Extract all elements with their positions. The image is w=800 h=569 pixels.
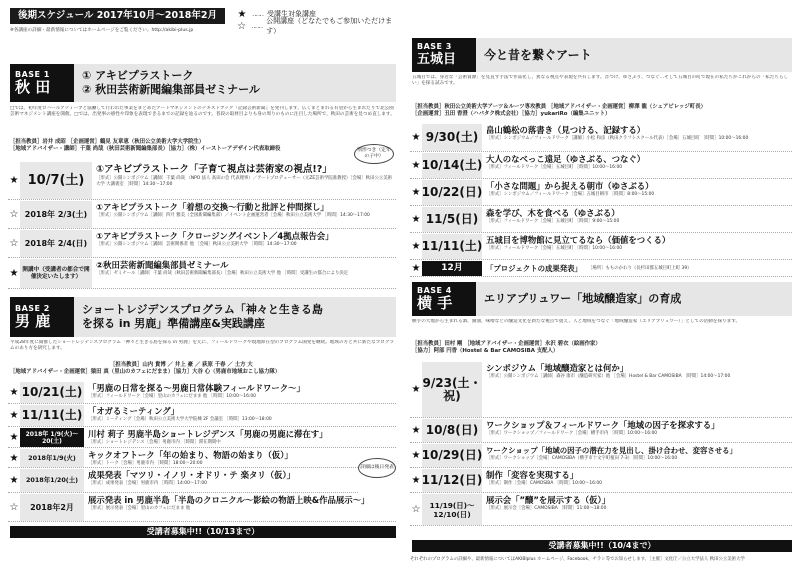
event-date: 10/29(日) xyxy=(422,444,482,467)
outline-star-icon: ☆ xyxy=(9,238,19,249)
base-title xyxy=(74,64,396,102)
event-row xyxy=(8,230,396,258)
event-row xyxy=(410,180,792,206)
event-title: 「プロジェクトの成果発表」 xyxy=(486,264,582,273)
event-row xyxy=(410,362,792,418)
event-row xyxy=(8,259,396,289)
event-title: シンポジウム「地域醸造家とは何か」 xyxy=(486,363,629,373)
filled-star-icon: ★ xyxy=(9,268,19,279)
base-label xyxy=(412,282,476,316)
event-title: キックオフトーク「年の始まり、物語の始まり（仮）」 xyxy=(88,450,293,460)
event-detail: ［形式］公開シンポジウム［講師］千葉 尚哉 （NPO 法人 高田の会 代表理事）／アートプロデューサー（元ZE芸術学院准教授）［会場］秋田公立美術大学 大講義室 ［時間］14:30〜17:00 xyxy=(96,176,393,187)
event-row xyxy=(410,444,792,468)
base-title-line: 今と昔を繋ぐアート xyxy=(484,48,592,62)
legend xyxy=(236,8,396,35)
event-date: 9/23(土・祝) xyxy=(422,362,482,417)
base-number: BASE 2 xyxy=(15,304,50,313)
base-title-line: ② 秋田芸術新聞編集部員ゼミナール xyxy=(82,83,260,96)
staff-line: ［地域アドバイザー・講師］千葉 尚哉（秋田芸術新聞編集部長）［協力］（株）イーストーアデザイン代表取締役 xyxy=(10,146,281,153)
event-title: 大人のなべっこ遠足（ゆさぶる、つなぐ） xyxy=(486,154,646,164)
event-row xyxy=(8,405,396,427)
legend-label: 公開講座（どなたでもご参加いただけます） xyxy=(266,17,393,35)
filled-star-icon: ★ xyxy=(9,410,19,421)
filled-star-icon: ★ xyxy=(9,432,19,443)
event-date: 2018年1/9(火) xyxy=(20,449,84,467)
event-date: 2018年2月 xyxy=(20,494,84,521)
recruit-banner: 受講者募集中!!（10/4まで） xyxy=(412,540,792,552)
base-number: BASE 1 xyxy=(15,70,50,79)
event-title: ①アキビプラストーク「子育て視点は芸術家の視点!?」 xyxy=(96,164,332,175)
event-detail: ［場所］もものかわり（長杉田郡五城目町上町 39） xyxy=(587,265,692,271)
event-row xyxy=(8,494,396,522)
event-title: 「オガるミーティング」 xyxy=(88,406,180,416)
base3-intro: 五城目では、身近な「芸術資源」を見直す手法で作品化し、異なる視点や表現を共有します。昔つけ、ゆさぶり、つなぐ…そして五城目の町で現在の私たちがこれからの「私たちらしい」を探る試みです。 xyxy=(412,75,789,87)
event-detail: ［形式］展示会［会場］CAMOSIBA ［時間］11:00〜18:00 xyxy=(486,506,607,511)
event-detail: ［形式］成果発表［会場］男鹿市内 ［時間］14:00〜17:00 xyxy=(88,481,207,486)
base-title-line: ① アキビプラストーク xyxy=(82,69,194,82)
staff-line: ［企画運営］丑田 香澄（ハバタク株式会社）［協力］yukariRo（編集ユニット） xyxy=(412,111,611,118)
event-row xyxy=(8,382,396,404)
event-date: 11/12(日) xyxy=(422,469,482,492)
event-date: 10/8(日) xyxy=(422,419,482,442)
event-detail: ［形式］シンポジウム／フィールドワーク［講師］小松 和彦（秋田クラフトスクール代表）［会場］五城目町 ［時間］10:00〜16:00 xyxy=(486,136,749,141)
filled-star-icon: ★ xyxy=(411,132,421,143)
event-date: 開講中（受講者の都合で開催決定いたします） xyxy=(20,259,92,288)
base4-staff xyxy=(412,341,792,355)
event-detail: ［形式］公開シンポジウム［講師］森谷 康市（醸造研究家）他 ［会場］Hostel & Bar CAMOSIBA ［時間］14:00〜17:00 xyxy=(486,374,731,379)
filled-star-icon: ★ xyxy=(411,425,421,436)
base3-staff xyxy=(412,104,792,118)
event-row xyxy=(8,201,396,229)
event-date: 10/7(土) xyxy=(20,162,92,199)
event-title: ワークショップ＆フィールドワーク「地域の因子を探求する」 xyxy=(486,420,720,430)
filled-star-icon: ★ xyxy=(9,387,19,398)
event-date: 2018年 1/9(火)〜20(土) xyxy=(20,428,84,447)
footer-note: それぞれのプログラムの詳細や、最新情報についてはAKIBIplus ホームページ、Facebook、チラシ等でお知らせします。［主催］文化庁／公立大学法人 秋田公立美術大学 xyxy=(410,557,745,562)
event-title: 森を学び、木を食べる（ゆさぶる） xyxy=(486,208,620,218)
event-title: 「男鹿の日常を探る～男鹿日常体験フィールドワーク～」 xyxy=(88,383,305,393)
event-detail: ［形式］トーク［会場］男鹿市内 ［時間］18:00〜20:00 xyxy=(88,461,203,466)
event-detail: ［形式］公開シンポジウム［講師］四月 雅美（全国新聞編集部）／イベント企画運営者［会場］秋田公立美術大学 ［時間］14:30〜17:00 xyxy=(96,213,370,218)
base-label xyxy=(10,64,74,102)
event-title: ワークショップ「地域の因子の潜在力を見出し、掛け合わせ、変容させる」 xyxy=(486,446,737,455)
filled-star-icon: ★ xyxy=(411,450,421,461)
legend-row: ☆ ‥‥‥ 公開講座（どなたでもご参加いただけます） xyxy=(236,20,396,32)
filled-star-icon: ★ xyxy=(9,452,19,464)
event-title: ①アキビプラストーク「着想の交換～行動と批評と仲間探し」 xyxy=(96,202,329,212)
event-detail: ［形式］フィールドワーク［会場］五城目町 ［時間］10:00〜16:00 xyxy=(486,246,623,251)
event-detail: ［形式］シンポジウム／フィールドワーク［会場］五城目朝市 ［時間］8:00〜15:00 xyxy=(486,192,655,197)
event-date: 11/5(日) xyxy=(422,207,482,232)
filled-star-icon: ★ xyxy=(411,187,421,198)
event-detail: ［形式］フィールドワーク［会場］里山のカフェにだまま 他 ［時間］10:00〜16:00 xyxy=(88,394,256,399)
base-title-line: ショートレジデンスプログラム「神々と生きる島 xyxy=(82,303,323,316)
base-name: 秋 田 xyxy=(15,78,51,96)
base-title-line: エリアプリュワー「地域醸造家」の育成 xyxy=(484,292,682,305)
filled-star-icon: ★ xyxy=(411,263,421,274)
event-detail: ［形式］展示発表［会場］里山のカフェにだまま 他 xyxy=(88,506,191,511)
event-row xyxy=(410,261,792,277)
event-detail: ［形式］ミーティング［会場］秋田公立美術大学大学院棟 2F 会議室 ［時間］13:00〜18:00 xyxy=(88,417,272,422)
event-row xyxy=(410,153,792,179)
staff-line: ［担当教員］岩井 成昭 ［企画運営］鶴見 友章恵（秋田公立美術大学大学院生） xyxy=(10,139,205,145)
base-name: 五城目 xyxy=(417,52,457,67)
outline-star-icon: ☆ xyxy=(9,209,19,220)
base-number: BASE 4 xyxy=(417,286,452,295)
staff-line: ［地域アドバイザー・企画運営］猿田 真（里山のカフェにだまま）［協力］大谷 心（男鹿市地域おこし協力隊） xyxy=(10,369,281,376)
event-date: 12月 xyxy=(422,261,482,276)
base-number: BASE 3 xyxy=(417,42,452,51)
base2-intro: 平成28年度に開催したショートレジデンスプログラム「神々と生きる島を探る in 男鹿」を元に、フィールドワークや現地滞在型のプログラム開発を継続。地域の方と共に新たなプログラムのあり方を研究します。 xyxy=(10,340,395,352)
outline-star-icon: ☆ xyxy=(411,504,421,515)
event-title: 展示発表 in 男鹿半島「半島のクロニクル～影絵の物語上映&作品展示～」 xyxy=(88,495,370,505)
base1-staff xyxy=(10,139,340,153)
base2-staff xyxy=(10,362,396,376)
base-label xyxy=(412,38,476,72)
event-title: ①アキビプラストーク「クロージングイベント／4拠点報告会」 xyxy=(96,231,334,241)
base1-intro: □では、初年度ロハールアティーブと協働して行われた事業をまとめたアートマネジメントのテキストブック『記録芸術新聞』を発刊します。広くまとまれる有望から生まれたりで北公園芸術マネジメント講座を開催。□では、出発事の感性や印象を表現できるまでの記録を辿るのです。普段の取材目よりも身の周りのものに注目した場所で、秋田の芸術を見つめ直します。 xyxy=(10,106,395,118)
base-label xyxy=(10,297,74,337)
event-date: 11/19(日)〜12/10(日) xyxy=(422,494,482,525)
event-detail: ［形式］フィールドワーク［会場］五城目町 ［時間］10:00〜16:00 xyxy=(486,165,623,170)
event-date: 9/30(土) xyxy=(422,124,482,151)
legend-label: 受講生対象講座 xyxy=(267,10,317,18)
event-title: 「小さな問題」から捉える朝市（ゆさぶる） xyxy=(486,181,654,191)
event-detail: ［形式］ワークショップ［会場］CAMOSIBA（横手市十文字町植田 7-3）［時間］10:00〜16:00 xyxy=(486,456,678,461)
event-date: 2018年 2/3(土) xyxy=(20,201,92,228)
badge: 別形つき（定年の子中） xyxy=(354,144,394,164)
base3-header xyxy=(412,38,792,72)
base-title xyxy=(74,297,396,337)
filled-star-icon: ★ xyxy=(411,241,421,252)
event-date: 2018年 2/4(日) xyxy=(20,230,92,257)
event-title: 制作「変容を実現する」 xyxy=(486,470,579,480)
event-row xyxy=(410,419,792,443)
base-title-line: を探る in 男鹿」準備講座&実践講座 xyxy=(82,317,265,330)
event-row xyxy=(8,162,396,200)
event-date: 10/14(土) xyxy=(422,153,482,178)
base4-intro: 横手の大地から生まれる酒、醤油、味噌などの醸造文化を新たな視点で捉え、人と地域をつなぐ「地域醸造家（エリアプリュワー）」としての活動を探ります。 xyxy=(412,319,741,324)
filled-star-icon: ★ xyxy=(237,8,247,20)
schedule-title: 後期スケジュール 2017年10月〜2018年2月 xyxy=(10,8,225,24)
filled-star-icon: ★ xyxy=(411,214,421,225)
event-detail: ［形式］制作［会場］CAMOSIBA ［時間］10:00〜16:00 xyxy=(486,481,602,486)
event-title: 成果発表「マツリ・イノリ・オドリ・テ 楽タリ（仮）」 xyxy=(88,470,296,480)
event-date: 10/22(日) xyxy=(422,180,482,205)
base4-header xyxy=(412,282,792,316)
event-row xyxy=(410,234,792,260)
event-row xyxy=(410,124,792,152)
filled-star-icon: ★ xyxy=(411,160,421,171)
event-date: 11/11(土) xyxy=(20,405,84,426)
event-title: 畠山鶴松の落書き（見つける、記録する） xyxy=(486,125,646,135)
outline-star-icon: ☆ xyxy=(9,502,19,513)
event-detail: ［形式］フィールドワーク［会場］五城目町 ［時間］9:00〜15:00 xyxy=(486,219,620,224)
event-date: 11/11(土) xyxy=(422,234,482,259)
event-row xyxy=(410,469,792,493)
filled-star-icon: ★ xyxy=(411,384,421,395)
event-row xyxy=(8,469,358,493)
recruit-banner: 受講者募集中!!（10/13まで） xyxy=(10,526,396,538)
staff-line: ［協力］阿部 円香（Hostel & Bar CAMOSIBA 支配人） xyxy=(412,348,559,355)
event-title: 展示会「”醸”を展示する（仮）」 xyxy=(486,495,611,505)
base1-header xyxy=(10,64,396,102)
event-row xyxy=(410,494,792,526)
base2-header xyxy=(10,297,396,337)
event-row xyxy=(410,207,792,233)
base-title xyxy=(476,282,792,316)
event-date: 2018年1/20(土) xyxy=(20,469,84,492)
filled-star-icon: ★ xyxy=(9,175,19,186)
staff-line: ［担当教員］田村 剛 ［地域アドバイザー・企画運営］永沢 碧衣（絵画作家） xyxy=(412,341,601,347)
event-row xyxy=(8,449,358,468)
event-detail: ［形式］公開シンポジウム［講師］芸術関係者 他 ［会場］秋田公立美術大学 ［時間］14:30〜17:00 xyxy=(96,242,297,247)
filled-star-icon: ★ xyxy=(411,475,421,486)
event-detail: ［形式］ショートレジデンス［会場］男鹿市内 ［時間］滞在期間中 xyxy=(88,440,221,445)
filled-star-icon: ★ xyxy=(9,475,19,486)
event-date: 10/21(土) xyxy=(20,382,84,403)
event-row xyxy=(8,428,396,448)
event-detail: ［形式］ゼミナール［講師］千葉 尚哉（秋田芸術新聞編集部長）［会場］秋田公立美術大学 他 ［時間］受講生の都合により決定 xyxy=(96,271,349,276)
event-detail: ［形式］ワークショップ／フィールドワーク［会場］横手市内 ［時間］10:00〜16:00 xyxy=(486,431,658,436)
event-title: 五城目を博物館に見立てるなら（価値をつくる） xyxy=(486,235,671,245)
base-title xyxy=(476,38,792,72)
event-title: ②秋田芸術新聞編集部員ゼミナール xyxy=(96,260,229,270)
staff-line: ［担当教員］山内 貴博 ／ 井上 豪 ／ 荻原 千春 ／ 土方 大 xyxy=(110,362,253,368)
base-name: 横 手 xyxy=(417,294,453,312)
schedule-note: ※各講座の詳細・最新情報についてはホームページをご覧ください。http://akibi-plus.jp xyxy=(10,28,194,33)
event-title: 川村 莉子 男鹿半島ショートレジデンス「男鹿の男鹿に滞在す」 xyxy=(88,429,328,439)
staff-line: ［担当教員］秋田公立美術大学アーツ＆ルーツ専攻教員 ［地域アドバイザー・企画運営］柳澤 龍（シェアビレッジ町長） xyxy=(412,104,706,110)
outline-star-icon: ☆ xyxy=(237,20,247,32)
badge: 詳細は後日発表 xyxy=(358,458,396,478)
base-name: 男 鹿 xyxy=(15,312,51,330)
legend-row: ★ ‥‥‥ 受講生対象講座 xyxy=(237,8,317,20)
